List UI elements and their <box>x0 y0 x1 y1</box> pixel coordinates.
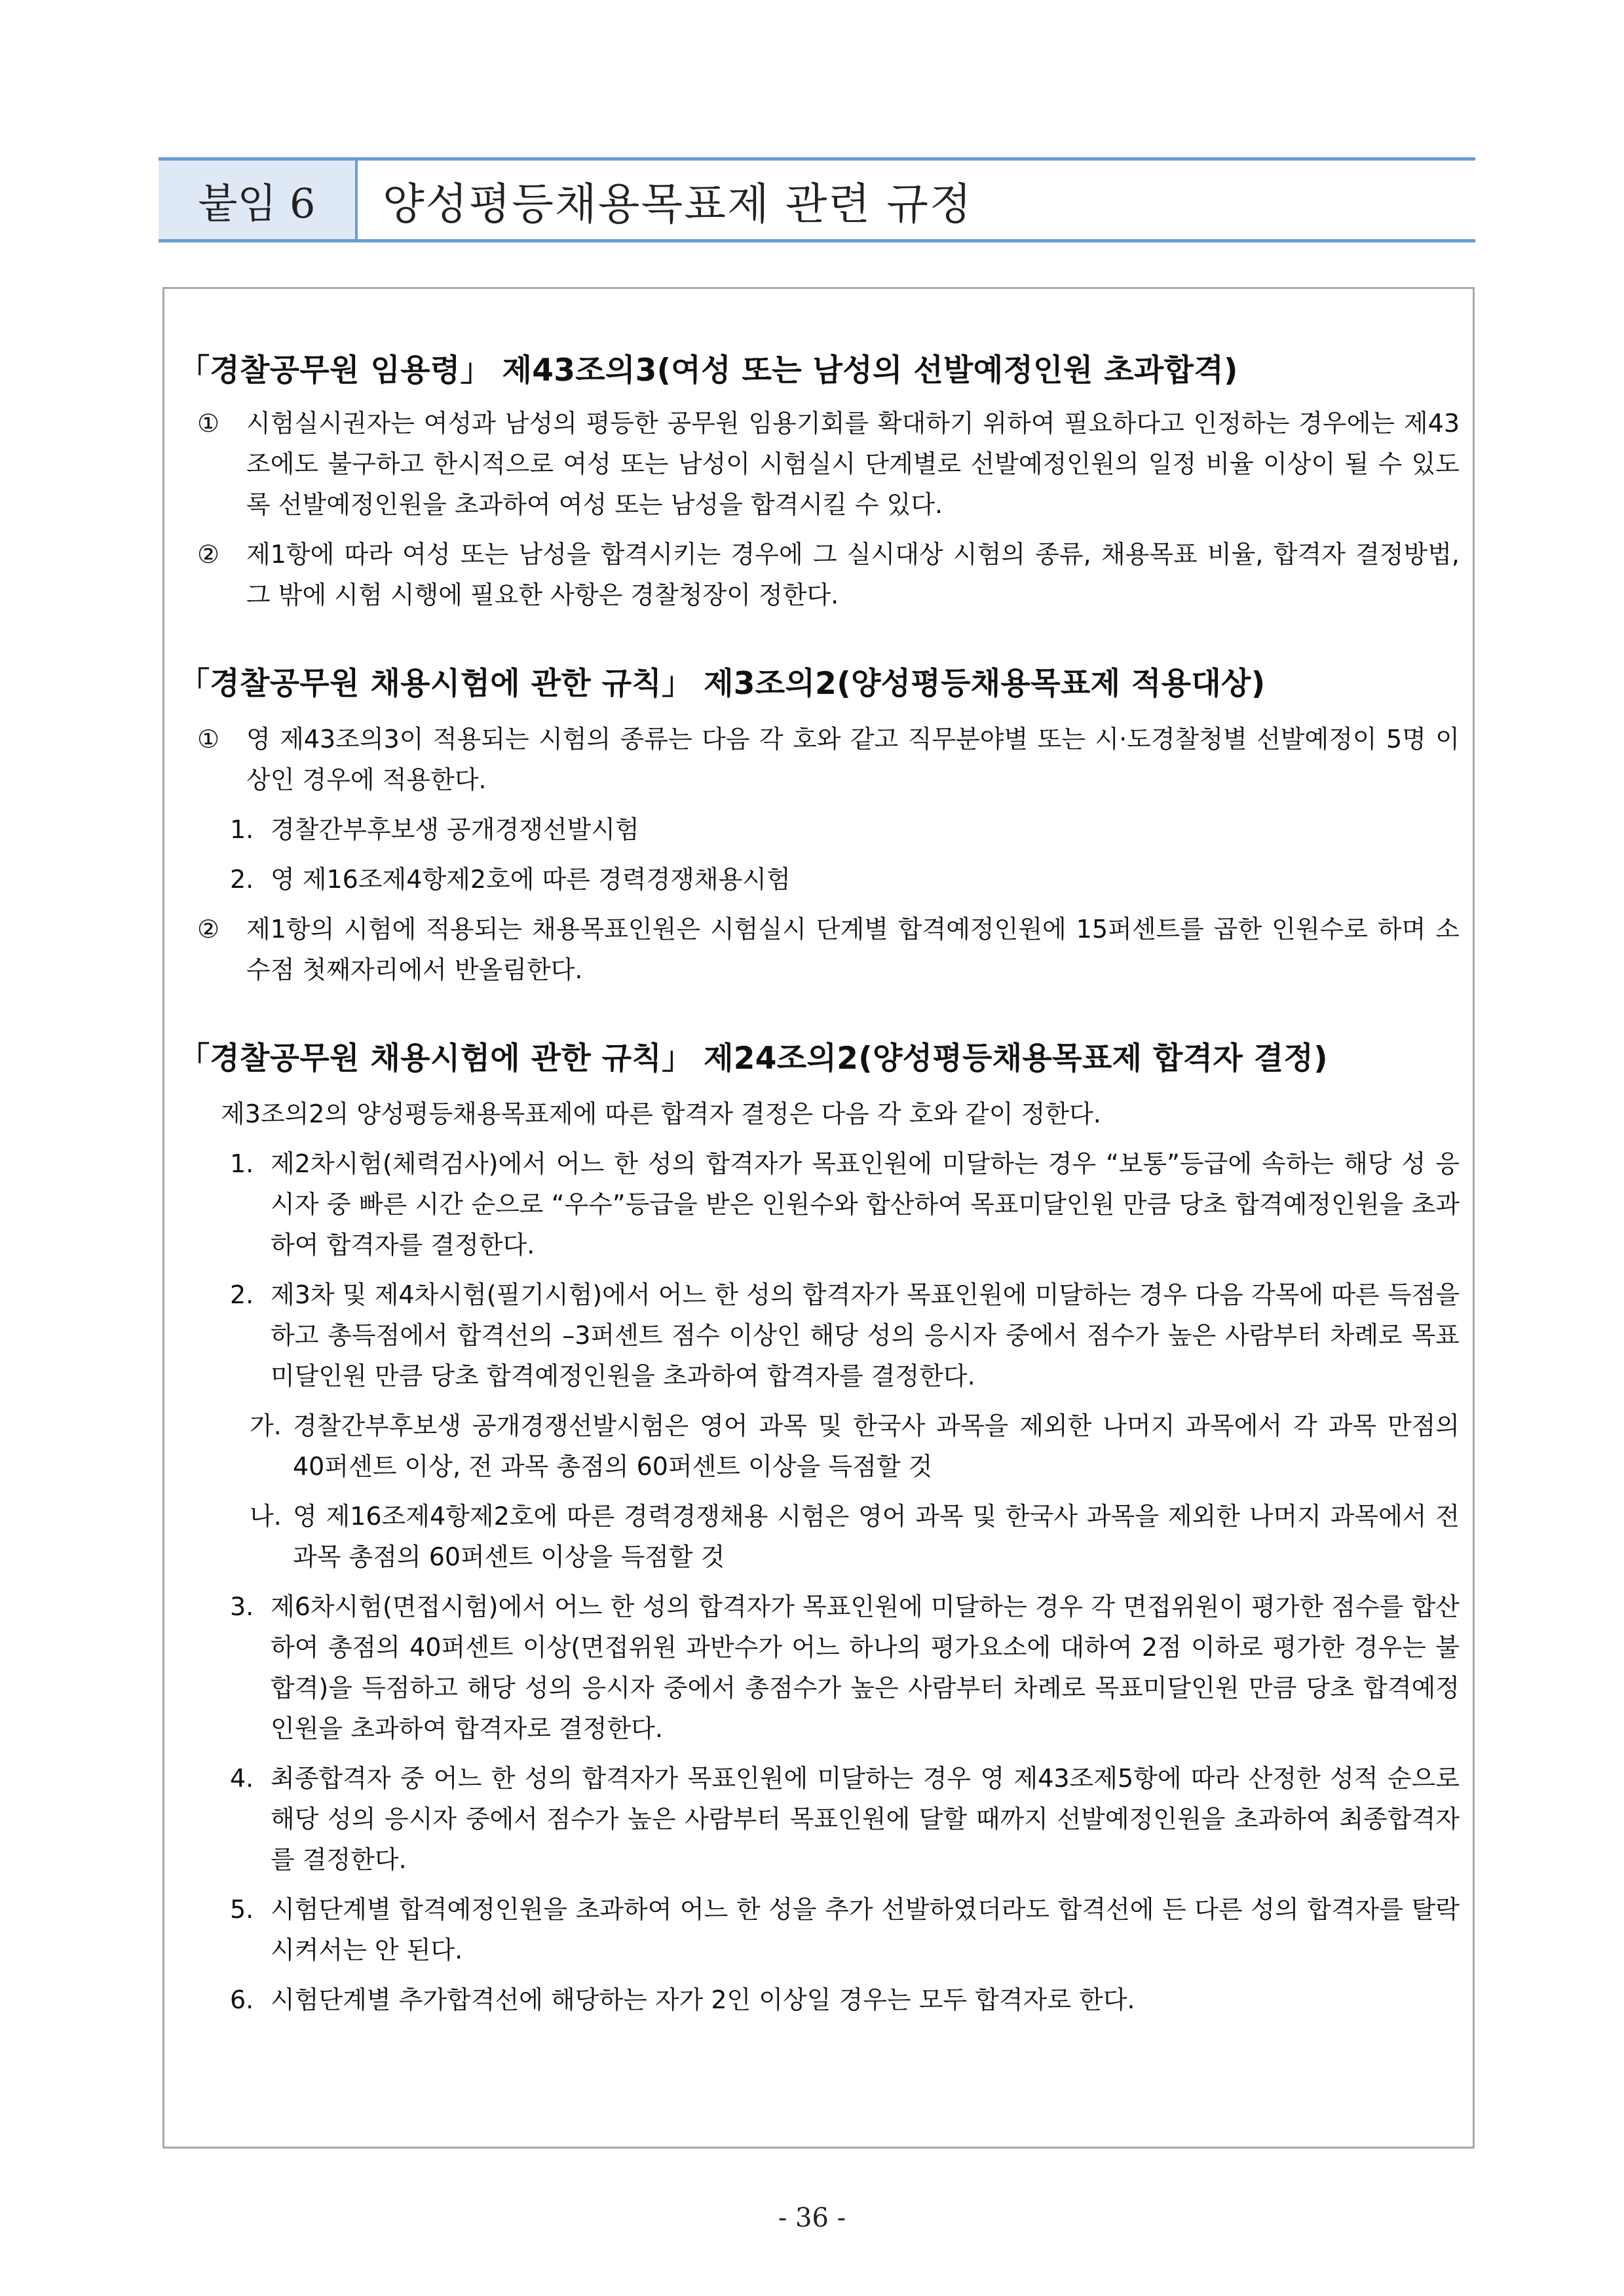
page-title: 양성평등채용목표제 관련 규정 <box>383 178 973 229</box>
item-number: 2. <box>230 865 254 894</box>
item-text: 최종합격자 중 어느 한 성의 합격자가 목표인원에 미달하는 경우 영 제43조제5항에 따라 산정한 성적 순으로 해당 성의 응시자 중에서 점수가 높은 사람부터 목표인원에 달할 때까지 선발예정인원을 초과하여 최종합격자를 결정한다. <box>271 1764 1460 1874</box>
regulation-box <box>162 287 1475 2149</box>
list-item <box>179 1274 1460 1396</box>
list-item <box>179 1143 1460 1265</box>
section-intro: 제3조의2의 양성평등채용목표제에 따른 합격자 결정은 다음 각 호와 같이 정한다. <box>221 1100 1101 1128</box>
clause-text: 제1항의 시험에 적용되는 채용목표인원은 시험실시 단계별 합격예정인원에 15퍼센트를 곱한 인원수로 하며 소수점 첫째자리에서 반올림한다. <box>246 915 1460 984</box>
list-item <box>179 859 1460 900</box>
item-text: 제3차 및 제4차시험(필기시험)에서 어느 한 성의 합격자가 목표인원에 미달하는 경우 다음 각목에 따른 득점을 하고 총득점에서 합격선의 –3퍼센트 점수 이상인 해당 성의 응시자 중에서 점수가 높은 사람부터 차례로 목표미달인원 만큼 당초 합격예정인원을 초과하여 합격자를 결정한다. <box>271 1280 1460 1390</box>
page-number: - 36 - <box>778 2203 846 2233</box>
attachment-label: 붙임 6 <box>159 161 358 239</box>
section-title: 「경찰공무원 임용령」 제43조의3(여성 또는 남성의 선발예정인원 초과합격) <box>179 353 1238 389</box>
sub-item-mark: 가. <box>250 1411 282 1440</box>
sub-item-text: 경찰간부후보생 공개경쟁선발시험은 영어 과목 및 한국사 과목을 제외한 나머지 과목에서 각 과목 만점의 40퍼센트 이상, 전 과목 총점의 60퍼센트 이상을 득점할 것 <box>293 1411 1460 1481</box>
sub-item-text: 영 제16조제4항제2호에 따른 경력경쟁채용 시험은 영어 과목 및 한국사 과목을 제외한 나머지 과목에서 전 과목 총점의 60퍼센트 이상을 득점할 것 <box>293 1502 1460 1571</box>
item-text: 경찰간부후보생 공개경쟁선발시험 <box>271 815 639 844</box>
clause-mark: ① <box>197 725 220 754</box>
clause-mark: ② <box>197 915 220 944</box>
header-bar <box>159 157 1475 242</box>
clause <box>179 534 1460 615</box>
list-item <box>179 1586 1460 1749</box>
item-text: 영 제16조제4항제2호에 따른 경력경쟁채용시험 <box>271 865 791 894</box>
item-number: 1. <box>230 815 254 844</box>
section-title: 「경찰공무원 채용시험에 관한 규칙」 제3조의2(양성평등채용목표제 적용대상) <box>179 666 1266 702</box>
item-text: 시험단계별 합격예정인원을 초과하여 어느 한 성을 추가 선발하였더라도 합격선에 든 다른 성의 합격자를 탈락시켜서는 안 된다. <box>271 1895 1460 1964</box>
clause-text: 제1항에 따라 여성 또는 남성을 합격시키는 경우에 그 실시대상 시험의 종류, 채용목표 비율, 합격자 결정방법, 그 밖에 시험 시행에 필요한 사항은 경찰청장이 정한다. <box>246 540 1460 609</box>
item-number: 4. <box>230 1764 254 1793</box>
section-title: 「경찰공무원 채용시험에 관한 규칙」 제24조의2(양성평등채용목표제 합격자 결정) <box>179 1041 1328 1077</box>
clause-text: 시험실시권자는 여성과 남성의 평등한 공무원 임용기회를 확대하기 위하여 필요하다고 인정하는 경우에는 제43조에도 불구하고 한시적으로 여성 또는 남성이 시험실시 단계별로 선발예정인원의 일정 비율 이상이 될 수 있도록 선발예정인원을 초과하여 여성 또는 남성을 합격시킬 수 있다. <box>246 409 1460 519</box>
item-text: 제2차시험(체력검사)에서 어느 한 성의 합격자가 목표인원에 미달하는 경우 “보통”등급에 속하는 해당 성 응시자 중 빠른 시간 순으로 “우수”등급을 받은 인원수와 합산하여 목표미달인원 만큼 당초 합격예정인원을 초과하여 합격자를 결정한다. <box>271 1149 1460 1259</box>
list-item <box>179 809 1460 850</box>
clause-mark: ① <box>197 409 220 438</box>
clause <box>179 909 1460 990</box>
item-number: 2. <box>230 1280 254 1309</box>
item-text: 시험단계별 추가합격선에 해당하는 자가 2인 이상일 경우는 모두 합격자로 한다. <box>271 1985 1135 2014</box>
clause <box>179 719 1460 800</box>
list-item <box>179 1758 1460 1880</box>
item-number: 5. <box>230 1895 254 1924</box>
list-item <box>179 1889 1460 1970</box>
item-number: 6. <box>230 1985 254 2014</box>
sub-item <box>179 1496 1460 1577</box>
clause-text: 영 제43조의3이 적용되는 시험의 종류는 다음 각 호와 같고 직무분야별 또는 시·도경찰청별 선발예정이 5명 이상인 경우에 적용한다. <box>246 725 1460 794</box>
item-number: 3. <box>230 1592 254 1621</box>
list-item <box>179 1980 1460 2020</box>
sub-item <box>179 1406 1460 1487</box>
sub-item-mark: 나. <box>250 1502 282 1531</box>
clause-mark: ② <box>197 540 220 569</box>
item-number: 1. <box>230 1149 254 1178</box>
item-text: 제6차시험(면접시험)에서 어느 한 성의 합격자가 목표인원에 미달하는 경우 각 면접위원이 평가한 점수를 합산하여 총점의 40퍼센트 이상(면접위원 과반수가 어느 하나의 평가요소에 대하여 2점 이하로 평가한 경우는 불합격)을 득점하고 해당 성의 응시자 중에서 총점수가 높은 사람부터 차례로 목표미달인원 만큼 당초 합격예정인원을 초과하여 합격자로 결정한다. <box>271 1592 1460 1743</box>
clause <box>179 403 1460 525</box>
